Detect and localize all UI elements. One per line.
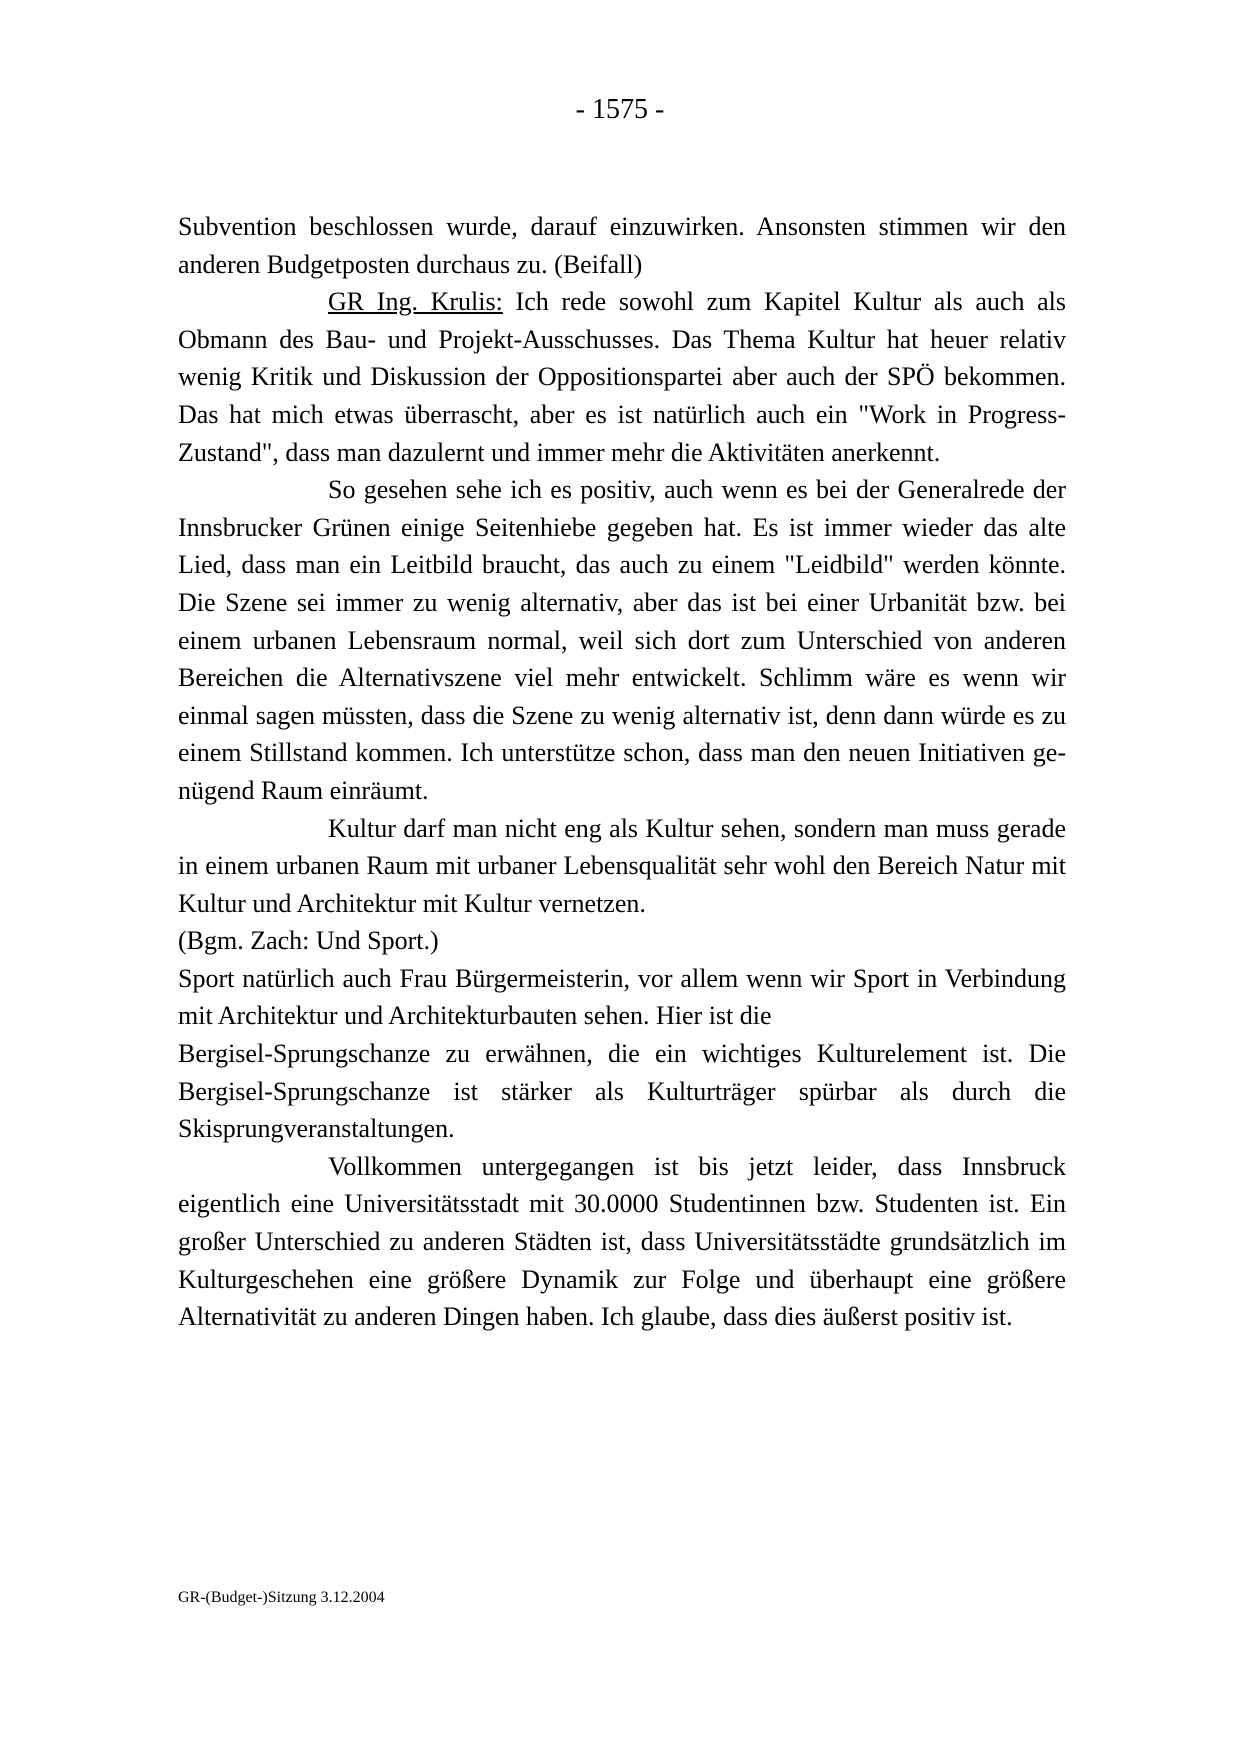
document-body <box>178 208 1066 1336</box>
paragraph-5-part-1: Sport natürlich auch Frau Bürgermeisterin, vor allem wenn wir Sport in Verbindung mit Architektur und Architekturbauten sehen. Hier ist die <box>178 963 1066 1031</box>
paragraph-2-text: Ich rede sowohl zum Kapitel Kultur als auch als Obmann des Bau- und Projekt-Ausschusses. Das Thema Kultur hat heuer relativ wenig Kritik und Diskussion der Oppositionspartei aber auch der SPÖ bekommen. Das hat mich etwas überrascht, aber es ist natürlich auch ein "Work in Progress-Zustand", dass man dazulernt und immer mehr die Aktivitäten anerkennt. <box>178 287 1067 467</box>
paragraph-6: Vollkommen untergegangen ist bis jetzt leider, dass Innsbruck eigentlich eine Universitätsstadt mit 30.0000 Studentinnen bzw. Studenten ist. Ein großer Unterschied zu anderen Städten ist, dass Universitätsstädte grundsätzlich im Kulturgeschehen eine größere Dynamik zur Folge und überhaupt eine größere Alternativität zu anderen Dingen haben. Ich glaube, dass dies äußerst positiv ist. <box>178 1151 1066 1332</box>
paragraph-2 <box>178 283 1066 471</box>
footer-session-label: GR-(Budget-)Sitzung 3.12.2004 <box>178 1589 385 1606</box>
paragraph-5-part-2: Bergisel-Sprungschanze zu erwähnen, die ein wichtiges Kulturelement ist. Die Bergisel-Sprungschanze ist stärker als Kulturträger spürbar als durch die Skisprungveranstaltungen. <box>178 1039 1066 1144</box>
speaker-name: GR Ing. Krulis: <box>328 287 503 317</box>
interjection: (Bgm. Zach: Und Sport.) <box>178 926 439 956</box>
paragraph-4: Kultur darf man nicht eng als Kultur sehen, sondern man muss gerade in einem urbanen Raum mit urbaner Lebensqualität sehr wohl den Bereich Natur mit Kultur und Architektur mit Kultur vernetzen. <box>178 813 1066 918</box>
paragraph-1: Subvention beschlossen wurde, darauf einzuwirken. Ansonsten stimmen wir den anderen Budgetposten durchaus zu. (Beifall) <box>178 212 1066 279</box>
paragraph-3: So gesehen sehe ich es positiv, auch wenn es bei der Generalrede der Innsbrucker Grünen einige Seitenhiebe gegeben hat. Es ist immer wieder das alte Lied, dass man ein Leitbild braucht, das auch zu einem "Leidbild" werden könnte. Die Szene sei immer zu wenig alternativ, aber das ist bei einer Urbanität bzw. bei einem urbanen Lebensraum normal, weil sich dort zum Unterschied von anderen Bereichen die Alternativszene viel mehr entwickelt. Schlimm wäre es wenn wir einmal sagen müssten, dass die Szene zu wenig alternativ ist, denn dann würde es zu einem Stillstand kommen. Ich unterstütze schon, dass man den neuen Initiativen genügend Raum einräumt. <box>178 475 1066 805</box>
page-number: - 1575 - <box>575 94 665 125</box>
